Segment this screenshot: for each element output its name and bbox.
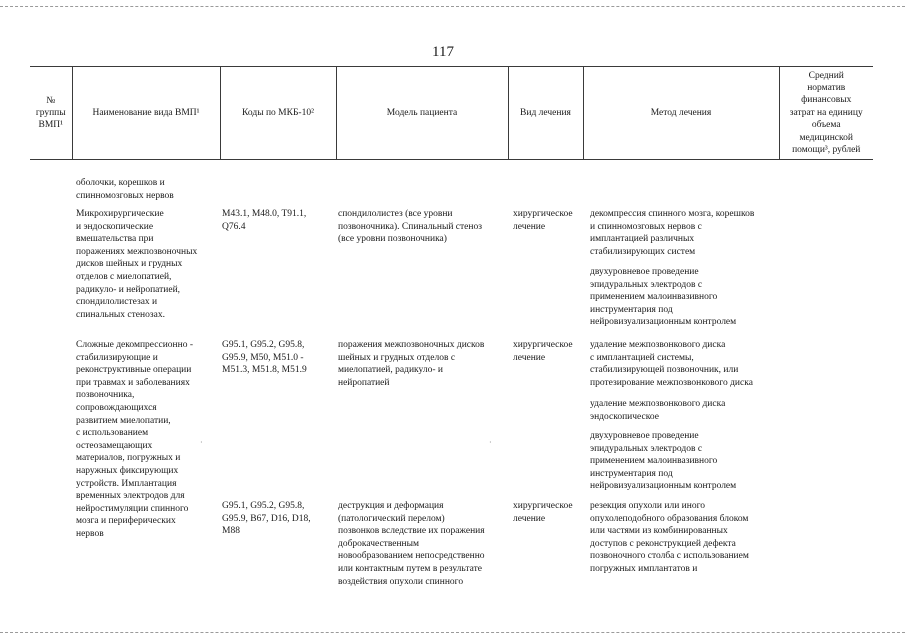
continued-vmp-name: оболочки, корешков и спинномозговых нервов [76,178,174,201]
header-treatment-type: Вид лечения [508,67,583,160]
scan-speck: · [200,438,203,447]
header-cost-norm: Средний норматив финансовых затрат на единицу объема медицинской помощи³, рублей [779,67,873,160]
row3-method-1: резекция опухоли или иного опухолеподобного образования блоком или частями из комбинированных доступов с реконструкцией дефекта позвоночного столба с использованием погружных имплантатов и [590,501,749,574]
row2-icd-codes: G95.1, G95.2, G95.8, G95.9, M50, M51.0 - M51.3, M51.8, M51.9 [222,340,307,376]
header-group-number: № группы ВМП¹ [30,67,72,160]
row2-method-2: удаление межпозвонкового диска эндоскопическое [590,399,726,422]
header-patient-model: Модель пациента [336,67,508,160]
header-treatment-method: Метод лечения [583,67,779,160]
row2-method-1: удаление межпозвонкового диска с имплантацией системы, стабилизирующей позвоночник, или протезирование межпозвонкового диска [590,340,753,388]
row3-icd-codes: G95.1, G95.2, G95.8, G95.9, B67, D16, D18, M88 [222,501,311,537]
header-row [30,67,873,160]
row1-method-1: декомпрессия спинного мозга, корешков и спинномозговых нервов с имплантацией различных стабилизирующих систем [590,209,755,257]
header-vmp-name: Наименование вида ВМП¹ [72,67,220,160]
scan-speck: · [489,438,492,447]
page-number: 117 [432,44,454,60]
scan-edge-bottom [0,632,905,633]
row2-vmp-name: Сложные декомпрессионно - стабилизирующие и реконструктивные операции при травмах и заболеваниях позвоночника, сопровождающихся развитием миелопатии, с использованием остеозамещающих материалов, погружных и наружных фиксирующих устройств. Имплантация временных электродов для нейростимуляции спинного мозга и периферических нервов [76,340,193,539]
row1-method-2: двухуровневое проведение эпидуральных электродов с применением малоинвазивного инструментария под нейровизуализационным контролем [590,267,737,328]
scan-edge-top [0,6,905,7]
header-icd-codes: Коды по МКБ-10² [220,67,336,160]
row1-vmp-name: Микрохирургические и эндоскопические вмешательства при поражениях межпозвоночных дисков шейных и грудных отделов с миелопатией, радикуло- и нейропатией, спондилолистезах и спинальных стенозах. [76,209,198,320]
row1-patient-model: спондилолистез (все уровни позвоночника). Спинальный стеноз (все уровни позвоночника) [338,209,482,245]
row2-patient-model: поражения межпозвоночных дисков шейных и грудных отделов с миелопатией, радикуло- и нейропатией [338,340,485,388]
row1-icd-codes: M43.1, M48.0, T91.1, Q76.4 [222,209,307,232]
row2-treatment-type: хирургическое лечение [513,340,573,363]
row3-patient-model: деструкция и деформация (патологический перелом) позвонков вследствие их поражения доброкачественным новообразованием непосредственно или контактным путем в результате воздействия опухоли спинного [338,501,485,587]
row1-treatment-type: хирургическое лечение [513,209,573,232]
row2-method-3: двухуровневое проведение эпидуральных электродов с применением малоинвазивного инструментария под нейровизуализационным контролем [590,431,737,492]
row3-treatment-type: хирургическое лечение [513,501,573,524]
table-header [30,66,873,160]
